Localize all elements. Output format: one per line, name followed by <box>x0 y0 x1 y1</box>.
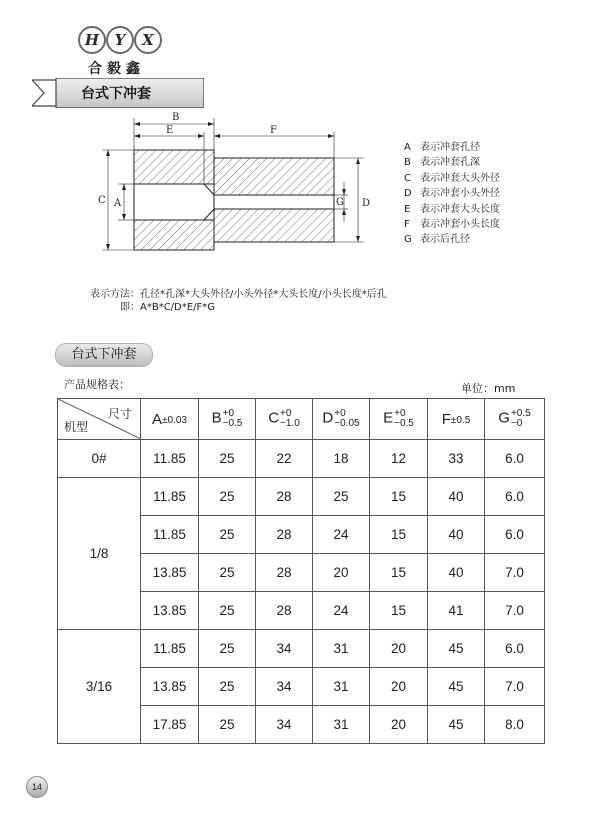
spec-table <box>57 398 545 744</box>
table-cell: 25 <box>199 592 256 630</box>
table-cell: 33 <box>428 440 485 478</box>
table-cell: 15 <box>370 592 428 630</box>
table-cell: 25 <box>199 478 256 516</box>
table-cell: 15 <box>370 516 428 554</box>
table-cell: 34 <box>256 706 313 744</box>
legend-item: F 表示冲套小头长度 <box>404 219 500 231</box>
notation-explanation <box>90 288 387 314</box>
table-cell: 6.0 <box>485 478 545 516</box>
table-cell: 22 <box>256 440 313 478</box>
column-header-d: D+0 −0.05 <box>313 399 370 440</box>
table-cell: 17.85 <box>141 706 199 744</box>
table-cell: 11.85 <box>141 630 199 668</box>
column-header-e: E+0 −0.5 <box>370 399 428 440</box>
dim-label-g: G <box>336 197 344 208</box>
table-cell: 28 <box>256 516 313 554</box>
dim-label-e: E <box>166 125 174 136</box>
table-row <box>58 440 545 478</box>
dim-label-d: D <box>362 198 371 209</box>
table-cell: 24 <box>313 592 370 630</box>
table-cell: 28 <box>256 592 313 630</box>
sleeve-body <box>134 150 334 250</box>
dim-label-f: F <box>270 125 277 136</box>
model-cell: 3/16 <box>58 630 141 744</box>
table-cell: 7.0 <box>485 554 545 592</box>
table-cell: 28 <box>256 478 313 516</box>
logo-letter-x: X <box>134 26 162 54</box>
table-cell: 45 <box>428 630 485 668</box>
table-cell: 25 <box>199 630 256 668</box>
dim-label-c: C <box>98 195 106 206</box>
table-cell: 25 <box>199 554 256 592</box>
column-header-g: G+0.5 −0 <box>485 399 545 440</box>
table-cell: 20 <box>313 554 370 592</box>
corner-header <box>58 399 141 440</box>
legend-item: C 表示冲套大头外径 <box>404 172 500 184</box>
table-cell: 13.85 <box>141 592 199 630</box>
section-title: 台式下冲套 <box>55 343 153 367</box>
column-header-a: A±0.03 <box>141 399 199 440</box>
table-cell: 20 <box>370 668 428 706</box>
logo-letter-y: Y <box>106 26 134 54</box>
table-cell: 34 <box>256 668 313 706</box>
table-cell: 25 <box>313 478 370 516</box>
spec-table-label: 产品规格表： <box>64 378 130 391</box>
table-cell: 12 <box>370 440 428 478</box>
table-cell: 18 <box>313 440 370 478</box>
table-cell: 40 <box>428 478 485 516</box>
notation-formula: 即：A*B*C/D*E/F*G <box>120 302 215 313</box>
table-cell: 11.85 <box>141 516 199 554</box>
corner-size-label: 尺寸 <box>107 407 132 421</box>
table-cell: 25 <box>199 668 256 706</box>
column-header-c: C+0 −1.0 <box>256 399 313 440</box>
table-cell: 45 <box>428 668 485 706</box>
table-row <box>58 630 545 668</box>
ribbon-title: 台式下冲套 <box>81 86 151 102</box>
table-row <box>58 478 545 516</box>
table-cell: 6.0 <box>485 516 545 554</box>
table-cell: 11.85 <box>141 478 199 516</box>
table-cell: 6.0 <box>485 440 545 478</box>
legend-item: B 表示冲套孔深 <box>404 157 480 169</box>
logo-letter-h: H <box>78 26 106 54</box>
table-cell: 31 <box>313 706 370 744</box>
table-cell: 7.0 <box>485 592 545 630</box>
model-cell: 0# <box>58 440 141 478</box>
corner-model-label: 机型 <box>64 420 89 434</box>
legend-item: D 表示冲套小头外径 <box>404 188 500 200</box>
table-cell: 31 <box>313 668 370 706</box>
table-cell: 15 <box>370 554 428 592</box>
table-cell: 11.85 <box>141 440 199 478</box>
legend-item: G 表示后孔径 <box>404 234 470 246</box>
table-cell: 28 <box>256 554 313 592</box>
unit-label: 单位：mm <box>461 382 516 395</box>
table-cell: 40 <box>428 516 485 554</box>
table-cell: 34 <box>256 630 313 668</box>
table-cell: 25 <box>199 516 256 554</box>
table-cell: 45 <box>428 706 485 744</box>
column-header-b: B+0 −0.5 <box>199 399 256 440</box>
table-cell: 24 <box>313 516 370 554</box>
dimension-legend <box>404 140 500 248</box>
table-header-row <box>58 399 545 440</box>
table-cell: 13.85 <box>141 554 199 592</box>
table-cell: 15 <box>370 478 428 516</box>
table-cell: 40 <box>428 554 485 592</box>
dim-label-a: A <box>114 198 122 209</box>
brand-name: 合毅鑫 <box>88 61 145 77</box>
table-cell: 25 <box>199 440 256 478</box>
page-number-badge: 14 <box>26 776 48 798</box>
table-cell: 20 <box>370 706 428 744</box>
punch-sleeve-drawing <box>96 108 376 276</box>
table-cell: 31 <box>313 630 370 668</box>
table-cell: 13.85 <box>141 668 199 706</box>
notation-line: 表示方法：孔径*孔深*大头外径/小头外径*大头长度/小头长度*后孔 <box>90 289 387 300</box>
table-cell: 7.0 <box>485 668 545 706</box>
table-cell: 6.0 <box>485 630 545 668</box>
table-cell: 41 <box>428 592 485 630</box>
table-cell: 25 <box>199 706 256 744</box>
table-cell: 20 <box>370 630 428 668</box>
column-header-f: F±0.5 <box>428 399 485 440</box>
table-cell: 8.0 <box>485 706 545 744</box>
dim-label-b: B <box>172 112 180 123</box>
legend-item: A 表示冲套孔径 <box>404 142 480 153</box>
model-cell: 1/8 <box>58 478 141 630</box>
legend-item: E 表示冲套大头长度 <box>404 203 500 215</box>
